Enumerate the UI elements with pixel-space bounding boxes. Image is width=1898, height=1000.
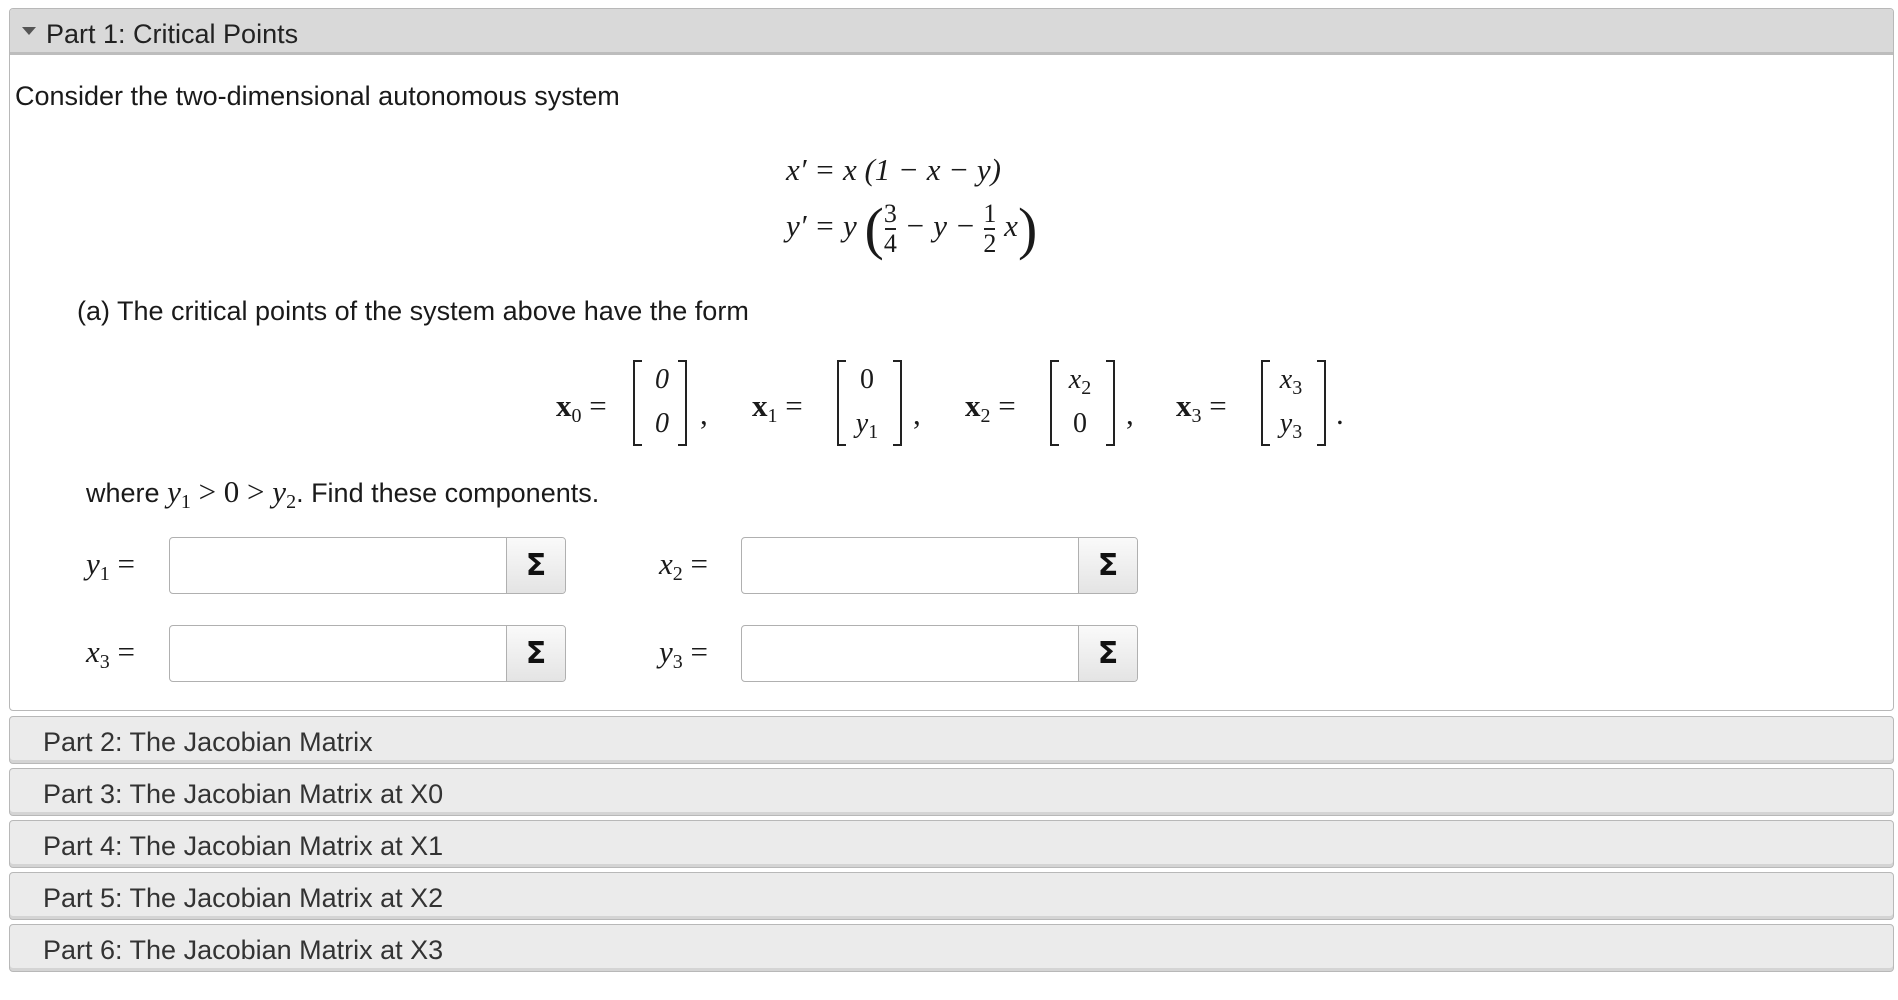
x3-label: $x_3$ = <box>86 634 135 673</box>
right-paren: ) <box>1017 196 1038 261</box>
vector-x3-top: $x_3$ <box>1279 364 1303 399</box>
eq2-rhs-end: x <box>1004 208 1018 244</box>
x2-answer-box <box>741 537 1138 594</box>
where-suffix: . Find these components. <box>296 478 600 508</box>
eq1-rhs: = x (1 − x − y) <box>814 152 1001 187</box>
fraction-1-2: $\frac{1}{2}$ <box>983 199 997 258</box>
part5-title: Part 5: The Jacobian Matrix at X2 <box>43 883 444 913</box>
vector-x2-bracket-right <box>1106 360 1115 446</box>
where-prefix: where <box>86 478 160 508</box>
vector-x1-bottom: $y_1$ <box>855 408 879 443</box>
equation-2 <box>786 196 1038 261</box>
vector-x1-top: 0 <box>860 364 874 395</box>
part-a-text: (a) The critical points of the system above have the form <box>77 296 749 326</box>
part1-title: Part 1: Critical Points <box>46 19 299 49</box>
y1-answer-box <box>169 537 566 594</box>
vector-x3-bracket-right <box>1317 360 1326 446</box>
intro-text: Consider the two-dimensional autonomous system <box>15 81 620 111</box>
y3-label: $y_3$ = <box>659 634 708 673</box>
eq2-middle: − y − <box>904 208 976 244</box>
vector-x1-sep: , <box>913 396 921 431</box>
vector-x3-sep: . <box>1336 396 1344 431</box>
part4-title: Part 4: The Jacobian Matrix at X1 <box>43 831 444 861</box>
part3-title: Part 3: The Jacobian Matrix at X0 <box>43 779 444 809</box>
vector-x1-label: $x_1$ = <box>752 388 803 427</box>
x3-answer-box <box>169 625 566 682</box>
part2-title: Part 2: The Jacobian Matrix <box>43 727 373 757</box>
vector-x3-bottom: $y_3$ <box>1279 408 1303 443</box>
equation-1 <box>786 152 1001 188</box>
vector-x3-label: $x_3$ = <box>1176 388 1227 427</box>
fraction-3-4: $\frac{3}{4}$ <box>883 199 897 258</box>
y1-label: $y_1$ = <box>86 546 135 585</box>
eq2-lhs: y′ <box>786 208 807 244</box>
where-condition: $y_1 > 0 > y_2$ <box>167 474 297 513</box>
vector-x0-sep: , <box>700 396 708 431</box>
vector-x0-label: $x_0$ = <box>556 388 607 427</box>
part5-header[interactable] <box>9 872 1894 920</box>
vector-x2-label: $x_2$ = <box>965 388 1016 427</box>
y1-equation-editor-button[interactable]: Σ <box>506 538 565 593</box>
vector-x0-bottom: 0 <box>655 408 669 439</box>
vector-x2-bottom: 0 <box>1073 408 1087 439</box>
part2-header[interactable] <box>9 716 1894 764</box>
vector-x2-sep: , <box>1126 396 1134 431</box>
y3-answer-box <box>741 625 1138 682</box>
x2-input[interactable] <box>742 538 1079 593</box>
part1-header[interactable] <box>10 9 1893 55</box>
x3-equation-editor-button[interactable]: Σ <box>506 626 565 681</box>
vector-x0-bracket-right <box>678 360 687 446</box>
x2-label: $x_2$ = <box>659 546 708 585</box>
vector-x0-top: 0 <box>655 364 669 395</box>
caret-down-icon[interactable] <box>22 27 36 35</box>
part4-header[interactable] <box>9 820 1894 868</box>
y3-equation-editor-button[interactable]: Σ <box>1078 626 1137 681</box>
y3-input[interactable] <box>742 626 1079 681</box>
y1-input[interactable] <box>170 538 507 593</box>
where-text <box>86 474 599 514</box>
part6-header[interactable] <box>9 924 1894 972</box>
eq2-rhs-start: = y <box>814 208 857 244</box>
vector-x2-top: $x_2$ <box>1068 364 1092 399</box>
eq1-lhs: x′ <box>786 152 807 187</box>
left-paren: ( <box>864 196 884 261</box>
x2-equation-editor-button[interactable]: Σ <box>1078 538 1137 593</box>
x3-input[interactable] <box>170 626 507 681</box>
vector-x1-bracket-right <box>893 360 902 446</box>
part3-header[interactable] <box>9 768 1894 816</box>
part6-title: Part 6: The Jacobian Matrix at X3 <box>43 935 444 965</box>
part1-panel <box>9 8 1894 711</box>
